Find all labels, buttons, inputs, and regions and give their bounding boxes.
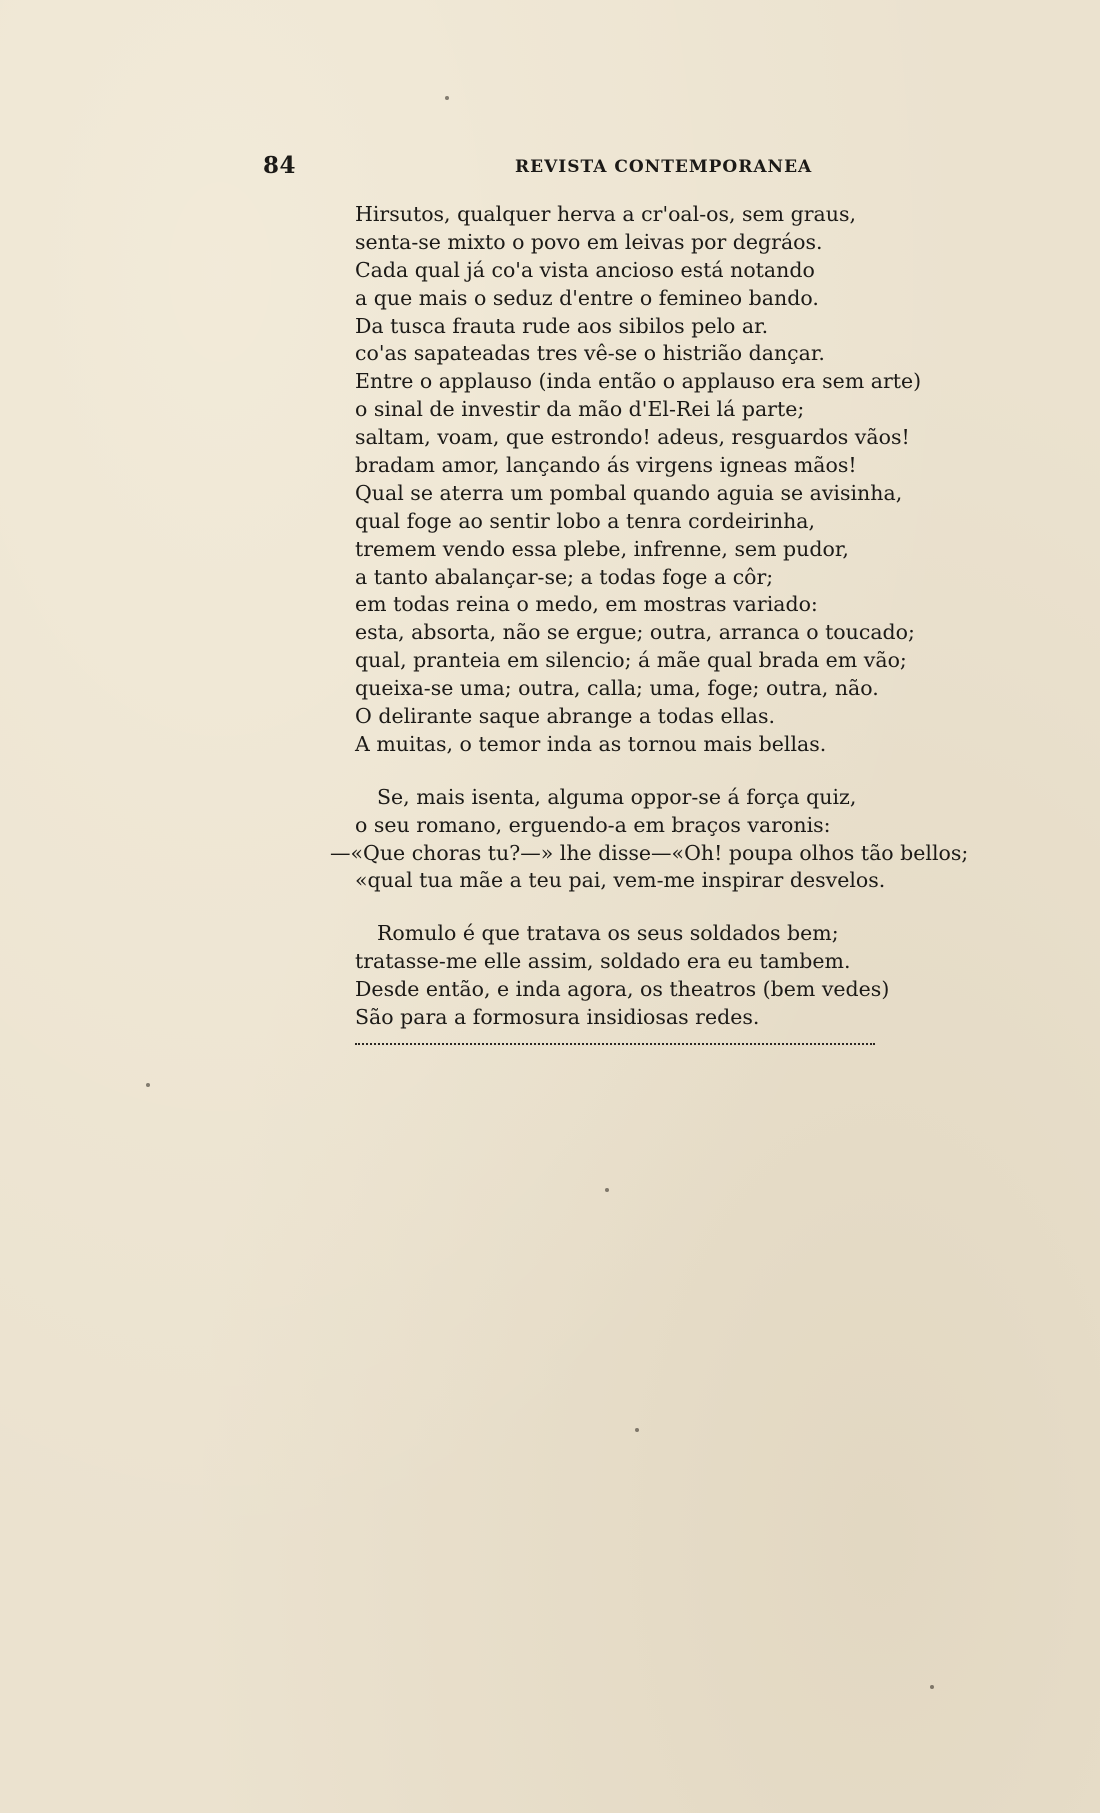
verse-line: qual foge ao sentir lobo a tenra cordeirinha,	[355, 508, 816, 533]
running-head: REVISTA CONTEMPORANEA	[515, 157, 813, 177]
paper-speck	[445, 96, 449, 100]
verse-line: Qual se aterra um pombal quando aguia se avisinha,	[355, 480, 903, 505]
verse-line: Cada qual já co'a vista ancioso está notando	[355, 257, 815, 282]
verse-line: esta, absorta, não se ergue; outra, arranca o toucado;	[355, 620, 915, 645]
verse-line: Entre o applauso (inda então o applauso era sem arte)	[355, 369, 922, 394]
verse-line: senta-se mixto o povo em leivas por degráos.	[355, 229, 823, 254]
verse-line: co'as sapateadas tres vê-se o histrião dançar.	[355, 341, 825, 366]
verse-line: tratasse-me elle assim, soldado era eu tambem.	[355, 949, 851, 974]
stanza-1	[355, 201, 1055, 759]
verse-line: o sinal de investir da mão d'El-Rei lá parte;	[355, 397, 805, 422]
paper-speck	[635, 1428, 639, 1432]
stanza-3	[355, 920, 1055, 1032]
page-number: 84	[263, 152, 297, 179]
paper-speck	[146, 1083, 150, 1087]
verse-line: —«Que choras tu?—» lhe disse—«Oh! poupa olhos tão bellos;	[330, 840, 969, 865]
verse-line: São para a formosura insidiosas redes.	[355, 1005, 760, 1030]
stanza-break	[355, 895, 1055, 920]
verse-line: em todas reina o medo, em mostras variado:	[355, 592, 818, 617]
verse-line: a que mais o seduz d'entre o femineo bando.	[355, 285, 819, 310]
verse-line: Desde então, e inda agora, os theatros (bem vedes)	[355, 977, 890, 1002]
verse-line: saltam, voam, que estrondo! adeus, resguardos vãos!	[355, 425, 910, 450]
verse-line: Se, mais isenta, alguma oppor-se á força quiz,	[377, 784, 857, 809]
verse-line: Romulo é que tratava os seus soldados bem;	[377, 921, 839, 946]
verse-line: «qual tua mãe a teu pai, vem-me inspirar desvelos.	[355, 868, 886, 893]
verse-line: qual, pranteia em silencio; á mãe qual brada em vão;	[355, 648, 907, 673]
poem-body	[330, 201, 1055, 1045]
verse-line: O delirante saque abrange a todas ellas.	[355, 704, 776, 729]
verse-line: Hirsutos, qualquer herva a cr'oal-os, sem graus,	[355, 202, 857, 226]
stanza-2	[330, 784, 1055, 896]
verse-line: Da tusca frauta rude aos sibilos pelo ar.	[355, 313, 769, 338]
verse-line: bradam amor, lançando ás virgens igneas mãos!	[355, 453, 857, 478]
verse-line: o seu romano, erguendo-a em braços varonis:	[355, 812, 831, 837]
verse-line: a tanto abalançar-se; a todas foge a côr;	[355, 564, 774, 589]
ellipsis-rule	[355, 1035, 875, 1045]
stanza-break	[355, 759, 1055, 784]
verse-line: A muitas, o temor inda as tornou mais bellas.	[355, 731, 827, 756]
paper-speck	[605, 1188, 609, 1192]
verse-line: queixa-se uma; outra, calla; uma, foge; outra, não.	[355, 676, 879, 701]
paper-speck	[930, 1685, 934, 1689]
verse-line: tremem vendo essa plebe, infrenne, sem pudor,	[355, 536, 849, 561]
